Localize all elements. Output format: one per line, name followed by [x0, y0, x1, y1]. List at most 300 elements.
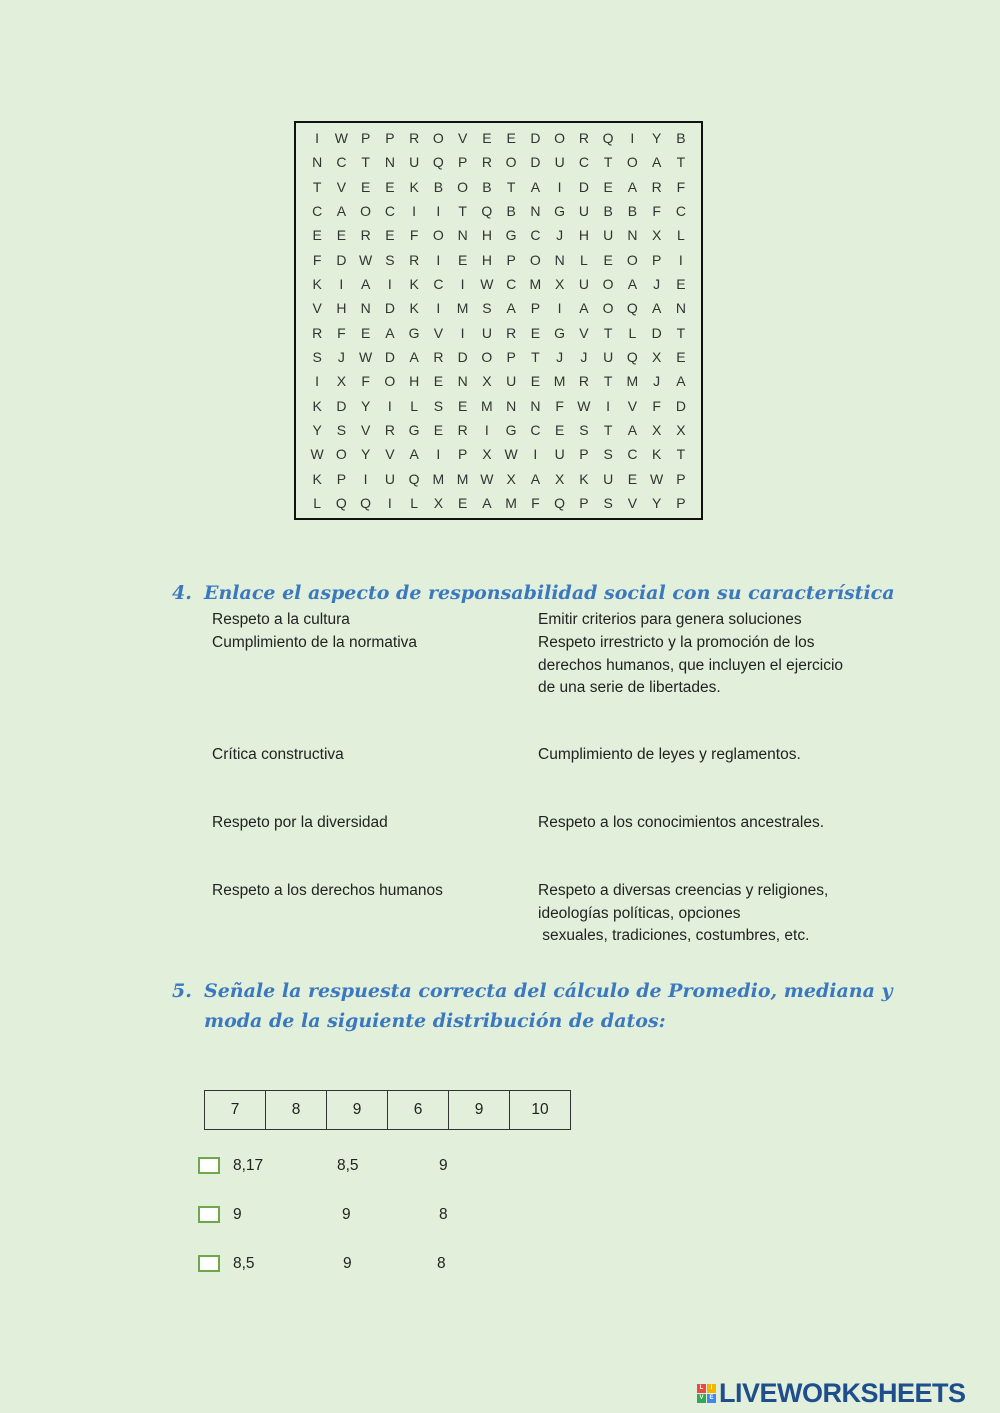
grid-letter[interactable]: T	[676, 324, 686, 341]
grid-letter[interactable]: P	[676, 470, 686, 487]
option-1-checkbox[interactable]	[198, 1157, 220, 1174]
grid-letter[interactable]: A	[651, 300, 662, 317]
grid-letter[interactable]: N	[360, 300, 371, 317]
grid-letter[interactable]: F	[531, 494, 540, 511]
option-1-mediana: 8,5	[337, 1157, 359, 1174]
section-4-title: Enlace el aspecto de responsabilidad social con su característica	[204, 582, 895, 604]
grid-letter[interactable]: J	[556, 227, 564, 244]
grid-letter[interactable]: E	[433, 373, 444, 390]
grid-letter[interactable]: C	[675, 203, 686, 220]
grid-letter[interactable]: S	[433, 397, 444, 414]
grid-letter[interactable]: A	[627, 276, 638, 293]
grid-letter[interactable]: A	[579, 300, 589, 317]
option-3-moda: 8	[437, 1255, 446, 1272]
grid-letter[interactable]: O	[432, 130, 444, 147]
grid-letter[interactable]: P	[506, 251, 516, 268]
grid-letter[interactable]: J	[556, 348, 564, 365]
grid-letter[interactable]: N	[312, 154, 323, 171]
grid-letter[interactable]: V	[336, 178, 347, 195]
grid-letter[interactable]: D	[457, 348, 468, 365]
grid-letter[interactable]: K	[409, 178, 419, 195]
grid-letter[interactable]: A	[385, 324, 395, 341]
grid-letter[interactable]: T	[603, 421, 613, 438]
grid-letter[interactable]: I	[533, 446, 538, 463]
grid-letter[interactable]: Y	[651, 130, 662, 147]
grid-letter[interactable]: T	[361, 154, 370, 171]
grid-letter[interactable]: H	[481, 251, 492, 268]
grid-letter[interactable]: X	[506, 470, 516, 487]
grid-letter[interactable]: I	[339, 276, 344, 293]
grid-letter[interactable]: K	[312, 470, 322, 487]
grid-letter[interactable]: N	[530, 397, 541, 414]
grid-letter[interactable]: O	[505, 154, 517, 171]
grid-letter[interactable]: B	[433, 178, 444, 195]
grid-letter[interactable]: X	[482, 446, 492, 463]
right-item-creencias[interactable]: Respeto a diversas creencias y religiones, ideologías políticas, opciones	[538, 882, 829, 922]
grid-letter[interactable]: R	[312, 324, 323, 341]
grid-letter[interactable]: S	[603, 446, 613, 463]
grid-letter[interactable]: N	[506, 397, 517, 414]
data-cell: 7	[205, 1091, 266, 1130]
grid-letter[interactable]: G	[554, 324, 566, 341]
grid-letter[interactable]: R	[578, 373, 589, 390]
grid-letter[interactable]: S	[336, 421, 347, 438]
grid-letter[interactable]: L	[410, 494, 419, 511]
left-item-critica[interactable]: Crítica constructiva	[212, 746, 344, 763]
grid-letter[interactable]: I	[436, 203, 441, 220]
grid-letter[interactable]: C	[384, 203, 395, 220]
grid-letter[interactable]: D	[578, 178, 589, 195]
grid-letter[interactable]: N	[530, 203, 541, 220]
section-4-number: 4.	[172, 582, 192, 604]
grid-letter[interactable]: W	[480, 470, 494, 487]
word-search-cells	[305, 126, 693, 515]
liveworksheets-logo-text: LIVEWORKSHEETS	[719, 1377, 966, 1408]
liveworksheets-logo[interactable]	[697, 1376, 997, 1410]
grid-letter[interactable]: U	[554, 446, 565, 463]
grid-letter[interactable]: W	[504, 446, 518, 463]
grid-letter[interactable]: N	[457, 373, 468, 390]
grid-letter[interactable]: U	[409, 154, 420, 171]
grid-letter[interactable]: X	[433, 494, 444, 511]
section-5-number: 5.	[172, 980, 192, 1002]
grid-letter[interactable]: I	[460, 276, 465, 293]
grid-letter[interactable]: X	[651, 348, 662, 365]
grid-letter[interactable]: S	[603, 494, 613, 511]
data-cell: 6	[388, 1091, 449, 1130]
grid-letter[interactable]: F	[555, 397, 564, 414]
grid-letter[interactable]: T	[458, 203, 467, 220]
grid-letter[interactable]: U	[384, 470, 395, 487]
grid-letter[interactable]: E	[603, 251, 613, 268]
grid-letter[interactable]: I	[315, 373, 320, 390]
grid-letter[interactable]: K	[651, 446, 662, 463]
grid-letter[interactable]: R	[481, 154, 492, 171]
grid-letter[interactable]: L	[313, 494, 322, 511]
grid-letter[interactable]: V	[312, 300, 322, 317]
grid-letter[interactable]: Y	[360, 446, 371, 463]
grid-letter[interactable]: X	[336, 373, 347, 390]
grid-letter[interactable]: F	[652, 203, 661, 220]
grid-letter[interactable]: V	[433, 324, 444, 341]
logo-tile: I	[707, 1384, 716, 1393]
grid-letter[interactable]: A	[482, 494, 492, 511]
data-cell: 8	[266, 1091, 327, 1130]
grid-letter[interactable]: W	[359, 251, 373, 268]
answer-option-2	[198, 1206, 498, 1228]
grid-letter[interactable]: I	[436, 300, 441, 317]
grid-letter[interactable]: E	[627, 470, 638, 487]
grid-letter[interactable]: C	[312, 203, 323, 220]
grid-letter[interactable]: O	[626, 154, 638, 171]
option-2-checkbox[interactable]	[198, 1206, 220, 1223]
grid-letter[interactable]: H	[336, 300, 347, 317]
left-item-normativa[interactable]: Cumplimiento de la normativa	[212, 634, 418, 651]
grid-letter[interactable]: P	[676, 494, 686, 511]
section-4-heading	[172, 582, 895, 604]
grid-letter[interactable]: E	[385, 227, 395, 244]
grid-letter[interactable]: M	[553, 373, 566, 390]
logo-tile: V	[697, 1394, 706, 1403]
grid-letter[interactable]: H	[481, 227, 492, 244]
grid-letter[interactable]: G	[505, 421, 517, 438]
grid-letter[interactable]: I	[363, 470, 368, 487]
liveworksheets-logo-icon	[697, 1384, 716, 1403]
grid-letter[interactable]: J	[653, 373, 661, 390]
grid-letter[interactable]: T	[676, 154, 686, 171]
grid-letter[interactable]: Y	[312, 421, 322, 438]
grid-letter[interactable]: Q	[335, 494, 347, 511]
option-1-moda: 9	[439, 1157, 448, 1174]
grid-letter[interactable]: I	[436, 446, 441, 463]
grid-letter[interactable]: K	[409, 276, 419, 293]
grid-letter[interactable]: I	[436, 251, 441, 268]
grid-letter[interactable]: O	[432, 227, 444, 244]
grid-letter[interactable]: V	[627, 397, 638, 414]
grid-letter[interactable]: R	[360, 227, 371, 244]
grid-letter[interactable]: C	[578, 154, 589, 171]
grid-letter[interactable]: N	[554, 251, 565, 268]
answer-option-1	[198, 1157, 498, 1179]
grid-letter[interactable]: T	[603, 373, 613, 390]
grid-letter[interactable]: U	[481, 324, 492, 341]
grid-letter[interactable]: O	[554, 130, 566, 147]
grid-letter[interactable]: C	[433, 276, 444, 293]
grid-letter[interactable]: Q	[432, 154, 444, 171]
grid-letter[interactable]: C	[627, 446, 638, 463]
grid-letter[interactable]: O	[626, 251, 638, 268]
grid-letter[interactable]: O	[529, 251, 541, 268]
grid-letter[interactable]: J	[653, 276, 661, 293]
grid-letter[interactable]: K	[312, 276, 322, 293]
logo-tile: E	[707, 1394, 716, 1403]
grid-letter[interactable]: W	[334, 130, 348, 147]
grid-letter[interactable]: N	[457, 227, 468, 244]
grid-letter[interactable]: F	[409, 227, 419, 244]
grid-letter[interactable]: A	[360, 276, 371, 293]
right-item-criterios[interactable]: Emitir criterios para genera soluciones	[538, 611, 802, 628]
grid-letter[interactable]: E	[603, 178, 613, 195]
grid-letter[interactable]: C	[336, 154, 347, 171]
grid-letter[interactable]: S	[579, 421, 589, 438]
grid-letter[interactable]: M	[456, 470, 469, 487]
right-item-derechos-humanos[interactable]: Respeto irrestricto y la promoción de los derechos humanos, que incluyen el ejercicio de una serie de libertades.	[538, 634, 844, 696]
grid-letter[interactable]: O	[602, 276, 614, 293]
grid-letter[interactable]: B	[603, 203, 613, 220]
grid-letter[interactable]: U	[603, 470, 614, 487]
grid-letter[interactable]: E	[676, 348, 686, 365]
grid-letter[interactable]: L	[579, 251, 588, 268]
grid-letter[interactable]: R	[578, 130, 589, 147]
grid-letter[interactable]: P	[336, 470, 347, 487]
grid-letter[interactable]: E	[554, 421, 565, 438]
grid-letter[interactable]: E	[360, 178, 371, 195]
grid-letter[interactable]: X	[651, 227, 662, 244]
grid-letter[interactable]: E	[457, 397, 468, 414]
grid-letter[interactable]: R	[384, 421, 395, 438]
grid-letter[interactable]: S	[385, 251, 395, 268]
grid-letter[interactable]: K	[579, 470, 589, 487]
grid-letter[interactable]: M	[481, 397, 493, 414]
grid-letter[interactable]: A	[627, 178, 638, 195]
grid-letter[interactable]: E	[433, 421, 444, 438]
grid-letter[interactable]: E	[530, 324, 541, 341]
grid-letter[interactable]: A	[506, 300, 516, 317]
grid-letter[interactable]: I	[606, 397, 611, 414]
grid-letter[interactable]: X	[554, 276, 565, 293]
grid-letter[interactable]: G	[554, 203, 566, 220]
left-item-diversidad[interactable]: Respeto por la diversidad	[212, 814, 388, 831]
grid-letter[interactable]: I	[412, 203, 417, 220]
grid-letter[interactable]: A	[409, 348, 419, 365]
grid-letter[interactable]: A	[676, 373, 686, 390]
grid-letter[interactable]: G	[505, 227, 517, 244]
grid-letter[interactable]: V	[579, 324, 589, 341]
grid-letter[interactable]: Q	[602, 130, 614, 147]
option-2-mediana: 9	[342, 1206, 351, 1223]
grid-letter[interactable]: M	[432, 470, 445, 487]
grid-letter[interactable]: P	[457, 154, 468, 171]
grid-letter[interactable]: E	[530, 373, 541, 390]
grid-letter[interactable]: C	[506, 276, 517, 293]
data-distribution-table	[204, 1090, 571, 1130]
grid-letter[interactable]: I	[484, 421, 489, 438]
grid-letter[interactable]: I	[387, 276, 392, 293]
grid-letter[interactable]: S	[312, 348, 322, 365]
grid-letter[interactable]: D	[651, 324, 662, 341]
grid-letter[interactable]: T	[312, 178, 322, 195]
grid-letter[interactable]: F	[676, 178, 686, 195]
grid-letter[interactable]: F	[361, 373, 370, 390]
grid-letter[interactable]: D	[675, 397, 686, 414]
grid-letter[interactable]: A	[651, 154, 662, 171]
grid-letter[interactable]: Q	[408, 470, 420, 487]
data-cell: 9	[449, 1091, 510, 1130]
grid-letter[interactable]: X	[482, 373, 492, 390]
grid-letter[interactable]: D	[336, 251, 347, 268]
grid-letter[interactable]: R	[506, 324, 517, 341]
grid-letter[interactable]: D	[530, 130, 541, 147]
grid-letter[interactable]: Q	[626, 348, 638, 365]
grid-letter[interactable]: O	[335, 446, 347, 463]
grid-letter[interactable]: I	[678, 251, 683, 268]
grid-letter[interactable]: E	[312, 227, 322, 244]
grid-letter[interactable]: L	[676, 227, 685, 244]
grid-letter[interactable]: B	[676, 130, 686, 147]
grid-letter[interactable]: K	[312, 397, 322, 414]
grid-letter[interactable]: X	[676, 421, 686, 438]
grid-letter[interactable]: M	[456, 300, 469, 317]
grid-letter[interactable]: V	[457, 130, 468, 147]
grid-letter[interactable]: K	[409, 300, 419, 317]
grid-letter[interactable]: F	[312, 251, 322, 268]
grid-letter[interactable]: I	[460, 324, 465, 341]
grid-letter[interactable]: O	[384, 373, 396, 390]
grid-letter[interactable]: Q	[626, 300, 638, 317]
grid-letter[interactable]: P	[579, 494, 589, 511]
grid-letter[interactable]: T	[676, 446, 686, 463]
grid-letter[interactable]: G	[408, 324, 420, 341]
grid-letter[interactable]: A	[530, 470, 541, 487]
grid-letter[interactable]: U	[603, 348, 614, 365]
grid-letter[interactable]: E	[457, 494, 468, 511]
grid-letter[interactable]: I	[315, 130, 320, 147]
grid-letter[interactable]: T	[531, 348, 540, 365]
grid-letter[interactable]: W	[650, 470, 664, 487]
grid-letter[interactable]: E	[506, 130, 516, 147]
grid-letter[interactable]: M	[529, 276, 542, 293]
option-3-promedio: 8,5	[233, 1255, 255, 1272]
left-item-cultura[interactable]: Respeto a la cultura	[212, 611, 350, 628]
grid-letter[interactable]: P	[651, 251, 662, 268]
grid-letter[interactable]: V	[385, 446, 395, 463]
grid-letter[interactable]: L	[410, 397, 419, 414]
grid-letter[interactable]: J	[580, 348, 588, 365]
logo-tile: L	[697, 1384, 706, 1393]
grid-letter[interactable]: R	[409, 251, 420, 268]
grid-letter[interactable]: I	[557, 300, 562, 317]
grid-letter[interactable]: I	[387, 494, 392, 511]
grid-letter[interactable]: I	[630, 130, 635, 147]
grid-letter[interactable]: T	[603, 154, 613, 171]
grid-letter[interactable]: O	[602, 300, 614, 317]
grid-letter[interactable]: O	[481, 348, 493, 365]
grid-letter[interactable]: N	[627, 227, 638, 244]
grid-letter[interactable]: N	[384, 154, 395, 171]
word-search-grid	[294, 121, 703, 520]
grid-letter[interactable]: B	[482, 178, 492, 195]
grid-letter[interactable]: C	[530, 421, 541, 438]
grid-letter[interactable]: N	[675, 300, 686, 317]
section-5-title-line1: Señale la respuesta correcta del cálculo de Promedio, mediana y	[204, 980, 893, 1002]
grid-letter[interactable]: E	[676, 276, 686, 293]
grid-letter[interactable]: E	[482, 130, 492, 147]
grid-letter[interactable]: H	[409, 373, 420, 390]
grid-letter[interactable]: P	[360, 130, 371, 147]
grid-letter[interactable]: U	[506, 373, 517, 390]
section-5-title-line2: moda de la siguiente distribución de datos:	[204, 1010, 666, 1032]
grid-letter[interactable]: D	[336, 397, 347, 414]
grid-letter[interactable]: M	[505, 494, 517, 511]
grid-letter[interactable]: P	[579, 446, 589, 463]
grid-letter[interactable]: U	[603, 227, 614, 244]
grid-letter[interactable]: L	[628, 324, 637, 341]
grid-letter[interactable]: B	[506, 203, 516, 220]
grid-letter[interactable]: F	[652, 397, 661, 414]
grid-letter[interactable]: U	[578, 276, 589, 293]
option-3-checkbox[interactable]	[198, 1255, 220, 1272]
grid-letter[interactable]: U	[578, 203, 589, 220]
grid-letter[interactable]: E	[360, 324, 371, 341]
grid-letter[interactable]: A	[409, 446, 419, 463]
grid-letter[interactable]: V	[360, 421, 371, 438]
grid-letter[interactable]: Y	[651, 494, 662, 511]
grid-letter[interactable]: P	[530, 300, 541, 317]
grid-letter[interactable]: T	[603, 324, 613, 341]
grid-letter[interactable]: R	[651, 178, 662, 195]
grid-letter[interactable]: V	[627, 494, 638, 511]
grid-letter[interactable]: D	[384, 348, 395, 365]
grid-letter[interactable]: Q	[481, 203, 493, 220]
grid-letter[interactable]: W	[577, 397, 591, 414]
grid-letter[interactable]: E	[336, 227, 347, 244]
grid-letter[interactable]: W	[359, 348, 373, 365]
grid-letter[interactable]: I	[387, 397, 392, 414]
right-item-creencias-cont: sexuales, tradiciones, costumbres, etc.	[538, 927, 810, 944]
grid-letter[interactable]: X	[554, 470, 565, 487]
grid-letter[interactable]: O	[457, 178, 469, 195]
grid-letter[interactable]: O	[360, 203, 372, 220]
grid-letter[interactable]: H	[578, 227, 589, 244]
grid-letter[interactable]: C	[530, 227, 541, 244]
grid-letter[interactable]: R	[433, 348, 444, 365]
grid-letter[interactable]: A	[336, 203, 347, 220]
grid-letter[interactable]: P	[457, 446, 468, 463]
right-item-leyes[interactable]: Cumplimiento de leyes y reglamentos.	[538, 746, 801, 763]
grid-letter[interactable]: Q	[360, 494, 372, 511]
grid-letter[interactable]: J	[337, 348, 345, 365]
grid-letter[interactable]: I	[557, 178, 562, 195]
grid-letter[interactable]: P	[506, 348, 516, 365]
grid-letter[interactable]: W	[480, 276, 494, 293]
grid-letter[interactable]: U	[554, 154, 565, 171]
grid-letter[interactable]: G	[408, 421, 420, 438]
answer-option-3	[198, 1255, 498, 1277]
grid-letter[interactable]: M	[626, 373, 639, 390]
grid-letter[interactable]: S	[482, 300, 492, 317]
grid-letter[interactable]: W	[310, 446, 324, 463]
left-item-derechos[interactable]: Respeto a los derechos humanos	[212, 882, 443, 899]
grid-letter[interactable]: X	[651, 421, 662, 438]
grid-letter[interactable]: D	[530, 154, 541, 171]
data-row	[205, 1091, 571, 1130]
grid-letter[interactable]: A	[627, 421, 638, 438]
grid-letter[interactable]: D	[384, 300, 395, 317]
right-item-ancestrales[interactable]: Respeto a los conocimientos ancestrales.	[538, 814, 825, 831]
grid-letter[interactable]: E	[385, 178, 395, 195]
grid-letter[interactable]: P	[385, 130, 395, 147]
grid-letter[interactable]: B	[627, 203, 638, 220]
grid-letter[interactable]: F	[337, 324, 346, 341]
grid-letter[interactable]: E	[457, 251, 468, 268]
grid-letter[interactable]: R	[409, 130, 420, 147]
option-2-moda: 8	[439, 1206, 448, 1223]
grid-letter[interactable]: T	[506, 178, 516, 195]
grid-letter[interactable]: A	[530, 178, 541, 195]
grid-letter[interactable]: Y	[360, 397, 371, 414]
grid-letter[interactable]: Q	[554, 494, 566, 511]
grid-letter[interactable]: R	[457, 421, 468, 438]
